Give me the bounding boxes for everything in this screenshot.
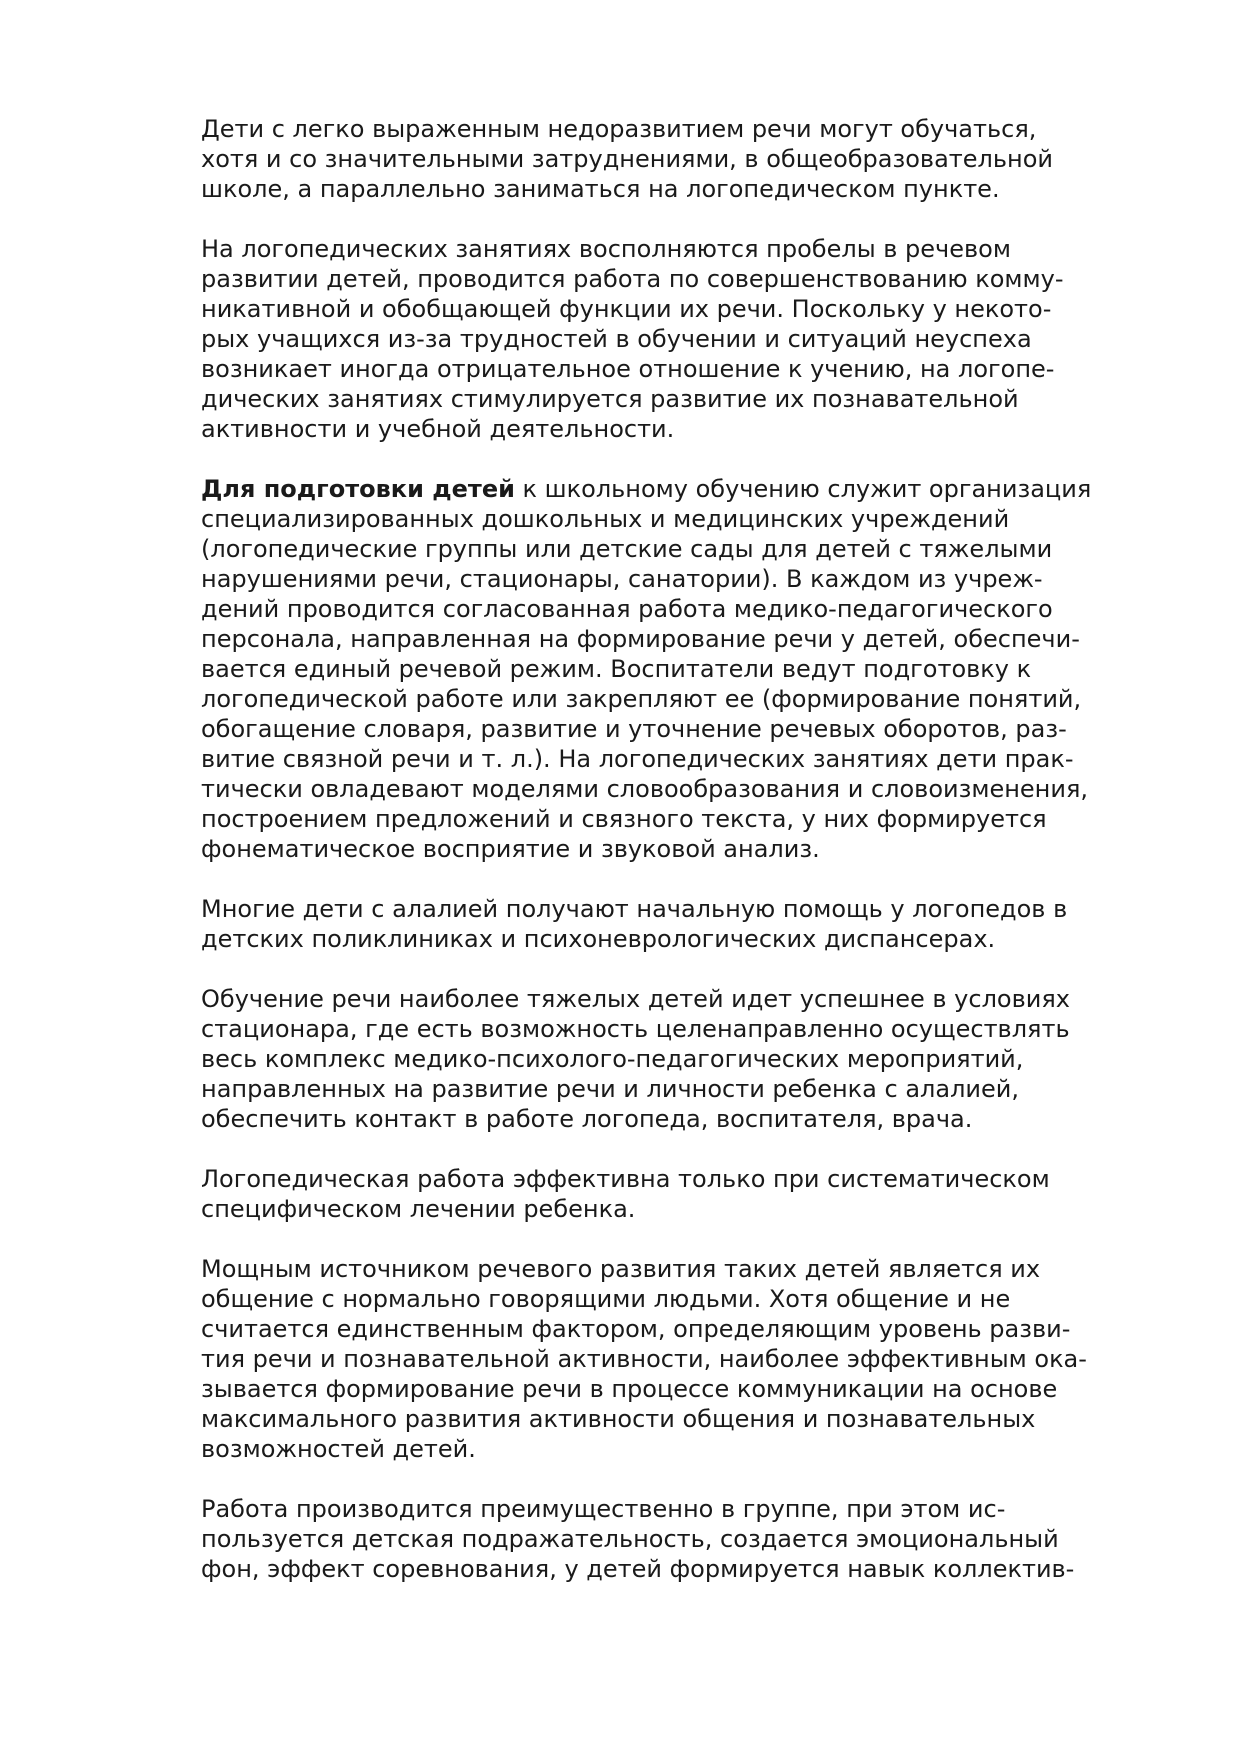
paragraph <box>201 474 1121 864</box>
paragraph <box>201 114 1121 204</box>
text-line: логопедической работе или закрепляют ее (формирование понятий, <box>201 685 1082 713</box>
text-line: нарушениями речи, стационары, санатории). В каждом из учреж- <box>201 565 1043 593</box>
text-line: развитии детей, проводится работа по совершенствованию комму- <box>201 265 1064 293</box>
paragraph <box>201 1164 1121 1224</box>
bold-lead-text: Для подготовки детей <box>201 475 515 503</box>
text-line: зывается формирование речи в процессе коммуникации на основе <box>201 1375 1058 1403</box>
text-line: Работа производится преимущественно в группе, при этом ис- <box>201 1495 1006 1523</box>
text-line: тически овладевают моделями словообразования и словоизменения, <box>201 775 1089 803</box>
text-line: Мощным источником речевого развития таких детей является их <box>201 1255 1041 1283</box>
text-line: фонематическое восприятие и звуковой анализ. <box>201 835 820 863</box>
text-line: вается единый речевой режим. Воспитатели ведут подготовку к <box>201 655 1032 683</box>
text-line: тия речи и познавательной активности, наиболее эффективным ока- <box>201 1345 1087 1373</box>
text-line: рых учащихся из-за трудностей в обучении и ситуаций неуспеха <box>201 325 1032 353</box>
body-text <box>201 114 1121 1614</box>
paragraph <box>201 894 1121 954</box>
lead-rest-text: к школьному обучению служит организация <box>514 475 1092 503</box>
text-line: стационара, где есть возможность целенаправленно осуществлять <box>201 1015 1070 1043</box>
paragraph <box>201 984 1121 1134</box>
text-line: детских поликлиниках и психоневрологических диспансерах. <box>201 925 996 953</box>
text-line: специализированных дошкольных и медицинских учреждений <box>201 505 1010 533</box>
text-line: весь комплекс медико-психолого-педагогических мероприятий, <box>201 1045 1024 1073</box>
text-line: общение с нормально говорящими людьми. Хотя общение и не <box>201 1285 1011 1313</box>
text-line <box>201 474 1121 504</box>
text-line: направленных на развитие речи и личности ребенка с алалией, <box>201 1075 1020 1103</box>
text-line: возможностей детей. <box>201 1435 476 1463</box>
text-line: активности и учебной деятельности. <box>201 415 675 443</box>
paragraph <box>201 1254 1121 1464</box>
text-line: построением предложений и связного текста, у них формируется <box>201 805 1047 833</box>
text-line: Логопедическая работа эффективна только при систематическом <box>201 1165 1050 1193</box>
text-line: дических занятиях стимулируется развитие их познавательной <box>201 385 1019 413</box>
text-line: хотя и со значительными затруднениями, в общеобразовательной <box>201 145 1053 173</box>
text-line: Дети с легко выраженным недоразвитием речи могут обучаться, <box>201 115 1037 143</box>
text-line: обеспечить контакт в работе логопеда, воспитателя, врача. <box>201 1105 973 1133</box>
text-line: фон, эффект соревнования, у детей формируется навык коллектив- <box>201 1555 1075 1583</box>
text-line: дений проводится согласованная работа медико-педагогического <box>201 595 1053 623</box>
text-line: (логопедические группы или детские сады для детей с тяжелыми <box>201 535 1053 563</box>
text-line: На логопедических занятиях восполняются пробелы в речевом <box>201 235 1011 263</box>
paragraph <box>201 234 1121 444</box>
text-line: витие связной речи и т. л.). На логопедических занятиях дети прак- <box>201 745 1074 773</box>
text-line: персонала, направленная на формирование речи у детей, обеспечи- <box>201 625 1080 653</box>
text-line: обогащение словаря, развитие и уточнение речевых оборотов, раз- <box>201 715 1067 743</box>
text-line: Многие дети с алалией получают начальную помощь у логопедов в <box>201 895 1068 923</box>
text-line: максимального развития активности общения и познавательных <box>201 1405 1036 1433</box>
text-line: никативной и обобщающей функции их речи. Поскольку у некото- <box>201 295 1052 323</box>
text-line: школе, а параллельно заниматься на логопедическом пункте. <box>201 175 1000 203</box>
text-line: считается единственным фактором, определяющим уровень разви- <box>201 1315 1071 1343</box>
text-line: Обучение речи наиболее тяжелых детей идет успешнее в условиях <box>201 985 1070 1013</box>
text-line: возникает иногда отрицательное отношение к учению, на логопе- <box>201 355 1055 383</box>
paragraph <box>201 1494 1121 1584</box>
text-line: пользуется детская подражательность, создается эмоциональный <box>201 1525 1059 1553</box>
text-line: специфическом лечении ребенка. <box>201 1195 636 1223</box>
